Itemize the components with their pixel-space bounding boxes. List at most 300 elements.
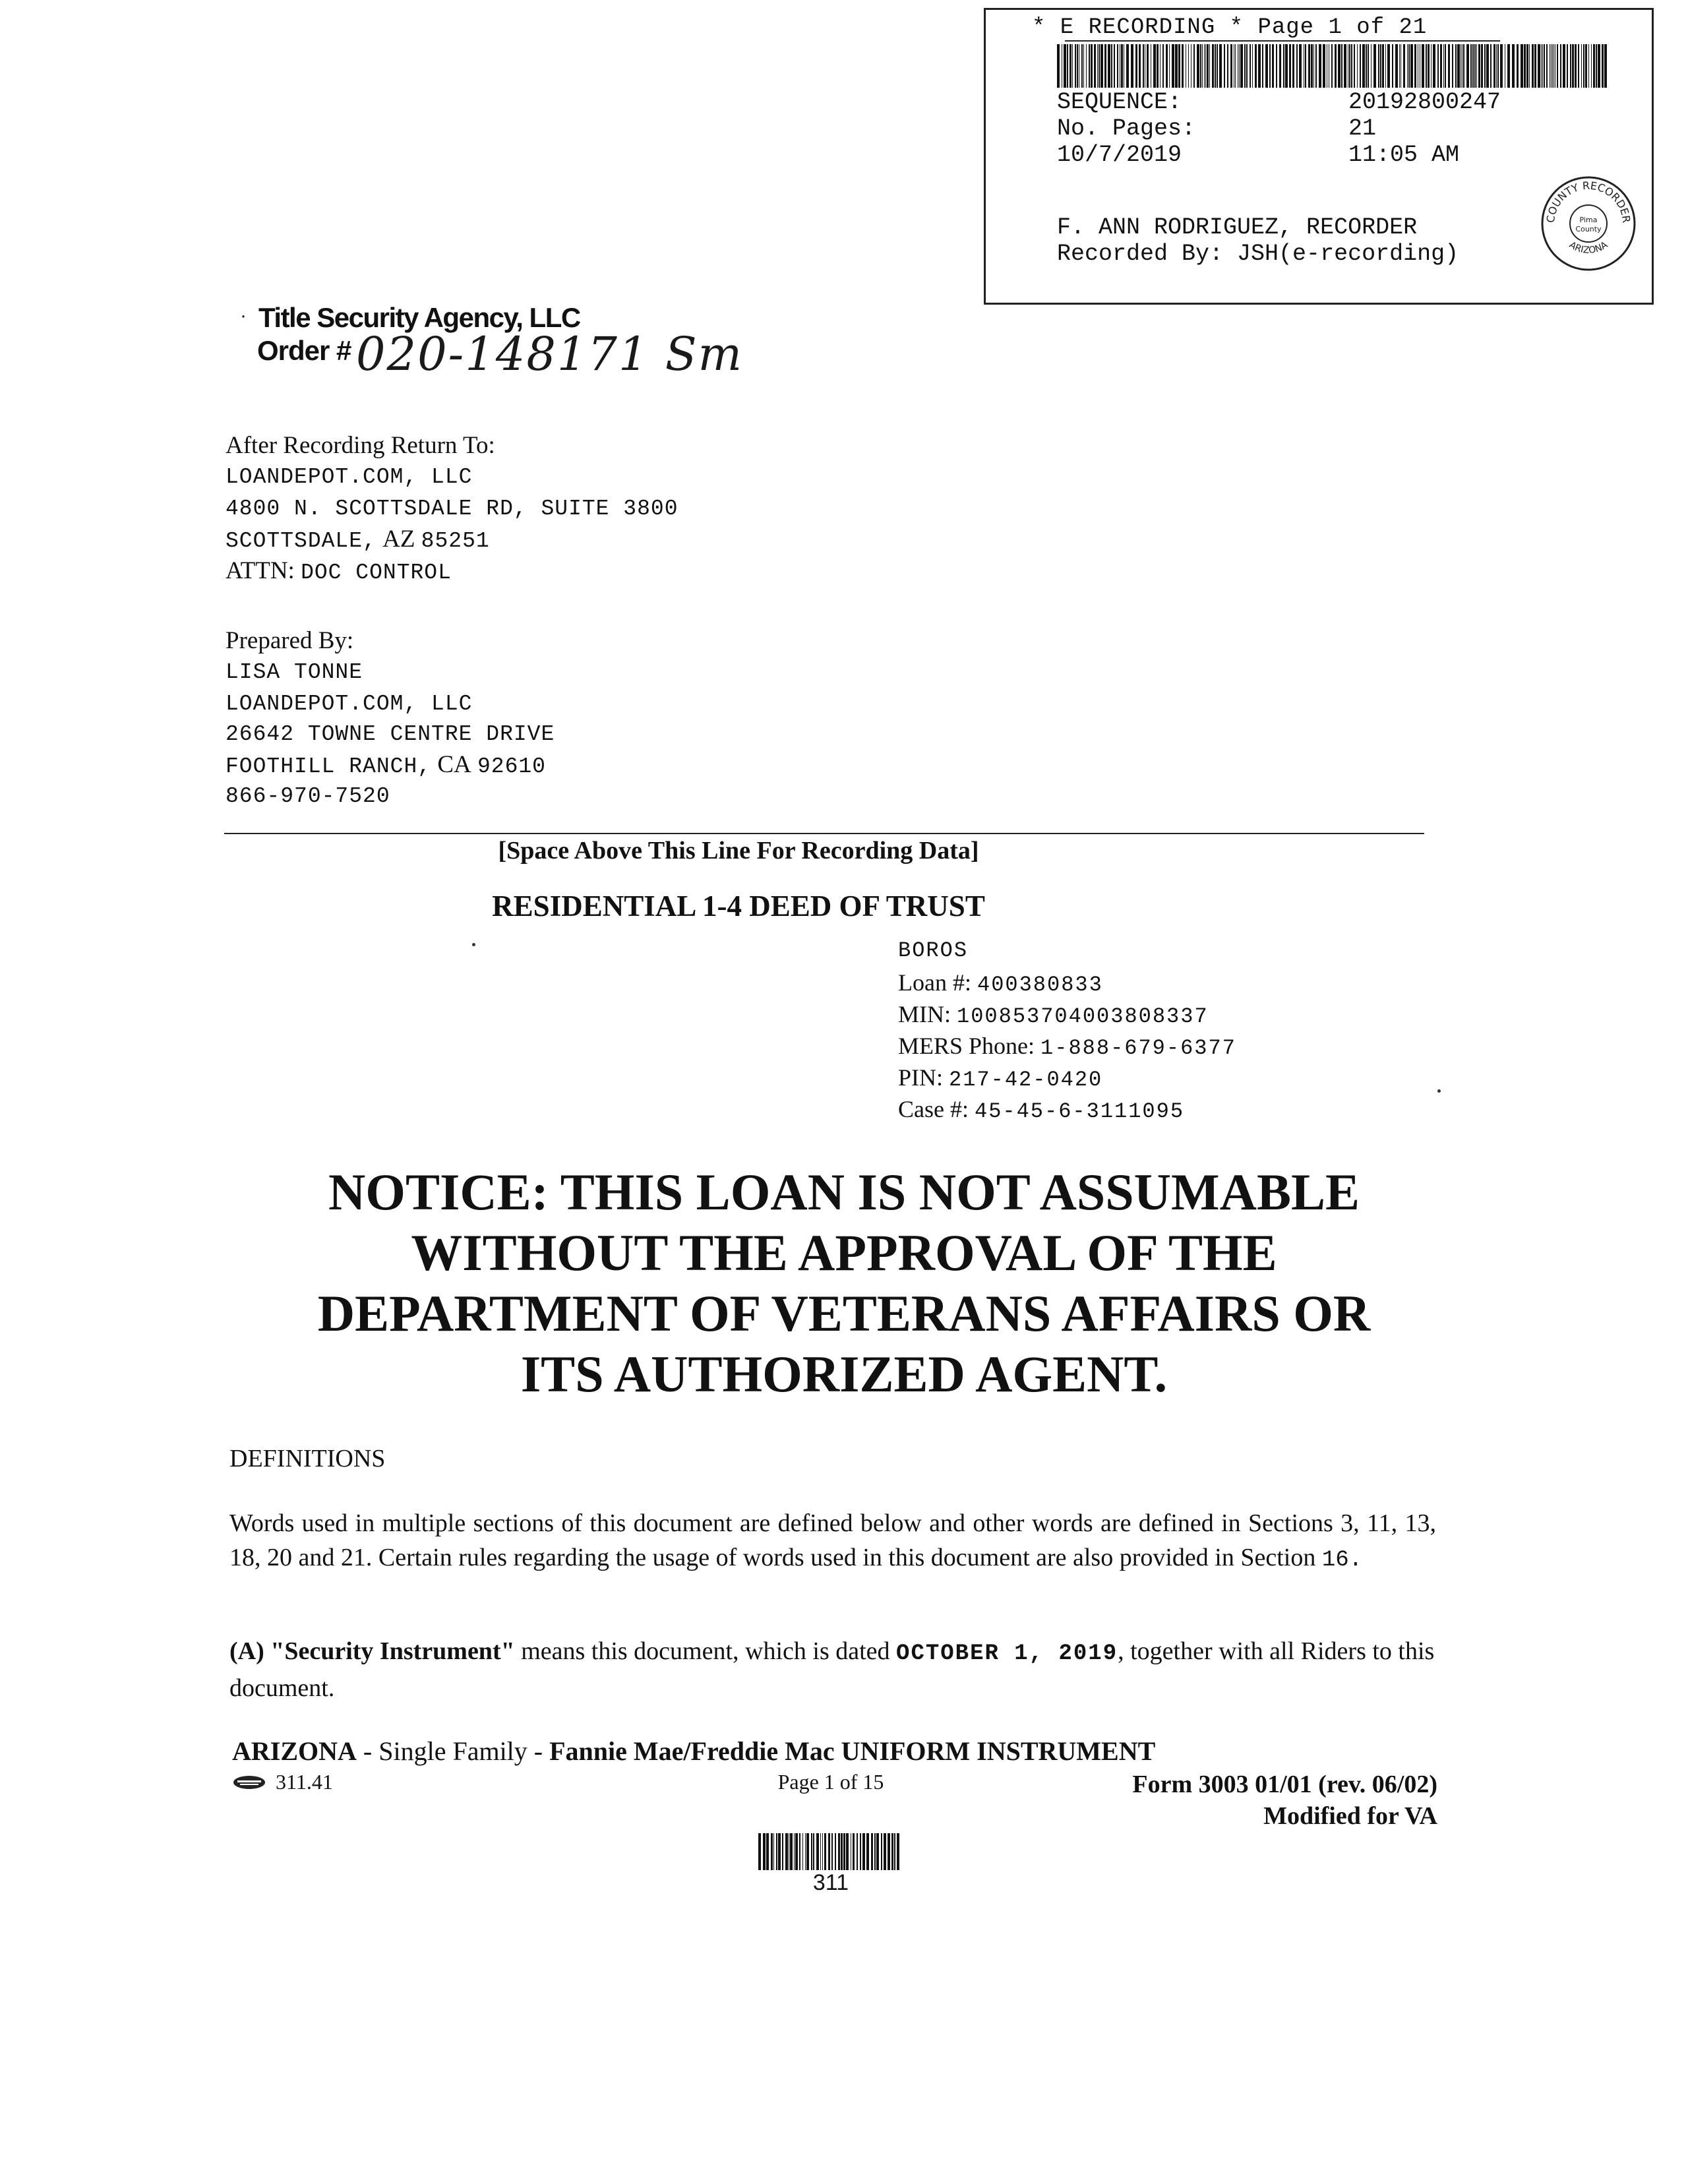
barcode-bar xyxy=(894,1833,895,1870)
barcode-bar xyxy=(1448,44,1450,88)
barcode-bar xyxy=(1560,44,1561,88)
barcode-bar xyxy=(766,1833,769,1870)
barcode-bar xyxy=(799,1833,800,1870)
barcode-bar xyxy=(1455,44,1457,88)
notice-line-2: WITHOUT THE APPROVAL OF THE xyxy=(411,1224,1277,1281)
barcode-bar xyxy=(1255,44,1257,88)
notice-line-1: NOTICE: THIS LOAN IS NOT ASSUMABLE xyxy=(328,1163,1360,1221)
barcode-bar xyxy=(1351,44,1352,88)
footer-barcode xyxy=(758,1833,903,1870)
recording-header: * E RECORDING * Page 1 of 21 xyxy=(1032,15,1428,40)
return-to-state: AZ xyxy=(382,526,415,553)
barcode-bar xyxy=(1276,44,1277,88)
barcode-bar xyxy=(1382,44,1384,88)
barcode-bar xyxy=(1378,44,1379,88)
loan-number-label: Loan #: xyxy=(898,969,971,996)
barcode-bar xyxy=(1524,44,1526,88)
barcode-bar xyxy=(1175,44,1178,88)
case-value: 45-45-6-3111095 xyxy=(974,1099,1185,1124)
definition-a-label: (A) "Security Instrument" xyxy=(229,1637,515,1665)
barcode-bar xyxy=(1534,44,1536,88)
attn-line xyxy=(226,555,452,589)
barcode-bar xyxy=(1466,44,1469,88)
order-label: Order # xyxy=(257,335,351,366)
barcode-bar xyxy=(1452,44,1453,88)
barcode-bar xyxy=(1486,44,1489,88)
barcode-bar xyxy=(1089,44,1090,88)
handwritten-order-number: 020-148171 Sm xyxy=(356,327,744,381)
barcode-bar xyxy=(1244,44,1246,88)
barcode-bar xyxy=(1551,44,1552,88)
barcode-bar xyxy=(866,1833,869,1870)
mers-phone-value: 1-888-679-6377 xyxy=(1040,1036,1236,1060)
return-to-street: 4800 N. SCOTTSDALE RD, SUITE 3800 xyxy=(226,497,678,521)
barcode-bar xyxy=(1205,44,1206,88)
barcode-bar xyxy=(1341,44,1342,88)
barcode-bar xyxy=(1563,44,1565,88)
borrower-name: BOROS xyxy=(898,938,969,963)
return-to-name: LOANDEPOT.COM, LLC xyxy=(226,465,473,489)
barcode-bar xyxy=(1546,44,1548,88)
definitions-intro xyxy=(229,1506,1436,1577)
barcode-bar xyxy=(1496,44,1497,88)
barcode-bar xyxy=(1585,44,1587,88)
barcode-bar xyxy=(1094,44,1096,88)
barcode-bar xyxy=(1408,44,1410,88)
attn-value: DOC CONTROL xyxy=(301,561,452,585)
barcode-bar xyxy=(1331,44,1333,88)
barcode-bar xyxy=(1111,44,1112,88)
footer-form-title xyxy=(232,1736,1155,1767)
loan-number-value: 400380833 xyxy=(977,973,1103,997)
recording-header-underline xyxy=(1065,40,1500,42)
definition-a-text: means this document, which is dated xyxy=(514,1637,897,1665)
seal-top-text: COUNTY RECORDER xyxy=(1544,179,1633,224)
barcode-bar xyxy=(1578,44,1579,88)
recording-stamp-box xyxy=(984,8,1654,305)
barcode-bar xyxy=(1117,44,1118,88)
min-label: MIN: xyxy=(898,1001,951,1027)
pin-label: PIN: xyxy=(898,1064,944,1091)
barcode-bar xyxy=(1497,44,1499,88)
barcode-bar xyxy=(1269,44,1271,88)
scan-speck xyxy=(1437,1089,1441,1093)
barcode-bar xyxy=(1575,44,1577,88)
prepared-by-city-line xyxy=(226,749,546,783)
barcode-bar xyxy=(1507,44,1510,88)
barcode-bar xyxy=(1188,44,1189,88)
attn-label: ATTN: xyxy=(226,557,295,584)
definitions-heading: DEFINITIONS xyxy=(229,1445,386,1472)
notice-line-3: DEPARTMENT OF VETERANS AFFAIRS OR xyxy=(317,1285,1371,1342)
barcode-bar xyxy=(795,1833,798,1870)
barcode-bar xyxy=(758,1833,761,1870)
barcode-bar xyxy=(1083,44,1084,88)
barcode-bar xyxy=(1532,44,1534,88)
barcode-bar xyxy=(1305,44,1306,88)
barcode-bar xyxy=(1484,44,1486,88)
barcode-bar xyxy=(1437,44,1439,88)
barcode-bar xyxy=(1091,44,1093,88)
barcode-bar xyxy=(1131,44,1133,88)
loan-number-line xyxy=(898,967,1103,1001)
barcode-bar xyxy=(835,1833,836,1870)
barcode-bar xyxy=(1490,44,1492,88)
barcode-bar xyxy=(1139,44,1141,88)
footer-page-number: Page 1 of 15 xyxy=(777,1770,884,1794)
barcode-bar xyxy=(811,1833,812,1870)
case-line xyxy=(898,1093,1184,1128)
space-above-line: [Space Above This Line For Recording Data] xyxy=(498,837,979,864)
barcode-bar xyxy=(802,1833,803,1870)
return-to-city: SCOTTSDALE, xyxy=(226,529,377,553)
min-value: 100853704003808337 xyxy=(957,1004,1209,1029)
barcode-bar xyxy=(862,1833,865,1870)
barcode-bar xyxy=(1227,44,1228,88)
barcode-bar xyxy=(1583,44,1584,88)
barcode-bar xyxy=(1200,44,1201,88)
barcode-bar xyxy=(1414,44,1416,88)
barcode-bar xyxy=(1258,44,1261,88)
barcode-bar xyxy=(1224,44,1225,88)
barcode-bar xyxy=(1064,44,1066,88)
barcode-bar xyxy=(1596,44,1597,88)
footer-barcode-number: 311 xyxy=(812,1870,849,1895)
barcode-bar xyxy=(1387,44,1390,88)
stamp-bullet: · xyxy=(240,305,247,326)
prepared-by-zip: 92610 xyxy=(477,754,546,779)
barcode-bar xyxy=(1385,44,1386,88)
barcode-bar xyxy=(773,1833,774,1870)
barcode-bar xyxy=(1529,44,1530,88)
barcode-bar xyxy=(1392,44,1393,88)
barcode-bar xyxy=(1135,44,1137,88)
svg-text:Pima: Pima xyxy=(1579,216,1598,224)
barcode-bar xyxy=(1178,44,1180,88)
barcode-bar xyxy=(1598,44,1600,88)
prepared-by-company: LOANDEPOT.COM, LLC xyxy=(226,692,473,716)
barcode-bar xyxy=(794,1833,795,1870)
barcode-bar xyxy=(1230,44,1232,88)
return-to-label: After Recording Return To: xyxy=(226,432,495,459)
barcode-bar xyxy=(1086,44,1087,88)
barcode-bar xyxy=(1067,44,1068,88)
barcode-bar xyxy=(1239,44,1240,88)
barcode-bar xyxy=(820,1833,821,1870)
barcode-bar xyxy=(1308,44,1310,88)
scan-speck xyxy=(472,943,475,946)
barcode-bar xyxy=(785,1833,788,1870)
barcode-bar xyxy=(1500,44,1503,88)
barcode-bar xyxy=(1542,44,1543,88)
barcode-bar xyxy=(838,1833,840,1870)
definitions-intro-section: 16. xyxy=(1321,1548,1363,1573)
barcode-bar xyxy=(816,1833,819,1870)
definition-a-date: OCTOBER 1, 2019 xyxy=(896,1641,1118,1666)
barcode-bar xyxy=(1476,44,1477,88)
barcode-bar xyxy=(1445,44,1446,88)
barcode-bar xyxy=(782,1833,783,1870)
definitions-intro-text: Words used in multiple sections of this document are defined below and other words are defined in Sections 3, 11, 13, 18, 20 and 21. Certain rules regarding the usage of words used in this document are also provided in Section xyxy=(229,1509,1436,1571)
barcode-bar xyxy=(1162,44,1164,88)
barcode-bar xyxy=(1126,44,1129,88)
prepared-by-phone: 866-970-7520 xyxy=(226,784,390,808)
barcode-bar xyxy=(1570,44,1571,88)
barcode-bar xyxy=(1169,44,1170,88)
case-label: Case #: xyxy=(898,1096,969,1122)
barcode-bar xyxy=(1319,44,1321,88)
barcode-bar xyxy=(1240,44,1243,88)
prepared-by-city: FOOTHILL RANCH, xyxy=(226,754,432,779)
barcode-bar xyxy=(805,1833,806,1870)
barcode-bar xyxy=(1521,44,1523,88)
barcode-bar xyxy=(1538,44,1540,88)
barcode-bar xyxy=(790,1833,793,1870)
barcode-bar xyxy=(1217,44,1218,88)
barcode-bar xyxy=(1296,44,1298,88)
definition-a xyxy=(229,1634,1436,1705)
barcode-bar xyxy=(1235,44,1236,88)
barcode-bar xyxy=(828,1833,830,1870)
barcode-bar xyxy=(1368,44,1369,88)
barcode-bar xyxy=(1292,44,1294,88)
barcode-bar xyxy=(1104,44,1106,88)
barcode-bar xyxy=(1204,44,1205,88)
barcode-bar xyxy=(1209,44,1210,88)
barcode-bar xyxy=(888,1833,890,1870)
barcode-bar xyxy=(778,1833,781,1870)
barcode-bar xyxy=(1426,44,1427,88)
barcode-bar xyxy=(1380,44,1381,88)
barcode-bar xyxy=(1591,44,1592,88)
barcode-bar xyxy=(1289,44,1291,88)
barcode-bar xyxy=(1285,44,1288,88)
return-to-zip: 85251 xyxy=(421,529,490,553)
barcode-bar xyxy=(843,1833,845,1870)
barcode-bar xyxy=(1299,44,1302,88)
barcode-bar xyxy=(1197,44,1199,88)
barcode-bar xyxy=(1602,44,1604,88)
barcode-bar xyxy=(1157,44,1159,88)
barcode-bar xyxy=(1099,44,1100,88)
county-recorder-seal-icon xyxy=(1540,175,1637,272)
barcode-bar xyxy=(1344,44,1346,88)
barcode-bar xyxy=(1219,44,1222,88)
barcode-bar xyxy=(1279,44,1281,88)
barcode-bar xyxy=(1121,44,1123,88)
title-company-stamp: Title Security Agency, LLC xyxy=(258,302,580,333)
barcode-bar xyxy=(763,1833,766,1870)
barcode-bar xyxy=(1581,44,1582,88)
barcode-bar xyxy=(1567,44,1568,88)
sequence-label: SEQUENCE: xyxy=(1057,89,1182,115)
barcode-bar xyxy=(884,1833,886,1870)
barcode-bar xyxy=(1474,44,1476,88)
barcode-bar xyxy=(881,1833,882,1870)
footer-form-number xyxy=(1132,1769,1437,1832)
barcode-bar xyxy=(1360,44,1361,88)
definition-a-tail: , together with all Riders to this document. xyxy=(229,1637,1435,1702)
barcode-bar xyxy=(874,1833,876,1870)
barcode-bar xyxy=(1557,44,1558,88)
barcode-bar xyxy=(1182,44,1184,88)
barcode-bar xyxy=(771,1833,773,1870)
barcode-bar xyxy=(1428,44,1430,88)
barcode-bar xyxy=(1153,44,1156,88)
prepared-by-person: LISA TONNE xyxy=(226,660,363,684)
barcode-bar xyxy=(1335,44,1337,88)
barcode-bar xyxy=(806,1833,809,1870)
barcode-bar xyxy=(1457,44,1460,88)
footer-form-code: 311.41 xyxy=(276,1770,333,1794)
barcode-bar xyxy=(1470,44,1472,88)
min-line xyxy=(898,998,1209,1033)
barcode-bar xyxy=(1193,44,1195,88)
barcode-bar xyxy=(1399,44,1400,88)
barcode-bar xyxy=(1526,44,1528,88)
barcode-bar xyxy=(891,1833,893,1870)
barcode-bar xyxy=(1395,44,1398,88)
barcode-bar xyxy=(871,1833,873,1870)
barcode-bar xyxy=(1166,44,1168,88)
barcode-bar xyxy=(1212,44,1214,88)
barcode-bar xyxy=(857,1833,858,1870)
barcode-bar xyxy=(1057,44,1060,88)
barcode-bar xyxy=(822,1833,823,1870)
barcode-bar xyxy=(1440,44,1442,88)
mers-phone-line xyxy=(898,1030,1236,1064)
barcode-bar xyxy=(813,1833,814,1870)
barcode-bar xyxy=(1553,44,1554,88)
barcode-bar xyxy=(841,1833,843,1870)
seal-bottom-text: ARIZONA xyxy=(1567,239,1610,257)
return-to-city-line xyxy=(226,524,490,557)
sequence-value: 20192800247 xyxy=(1348,89,1501,115)
barcode-bar xyxy=(1373,44,1376,88)
barcode-bar xyxy=(1114,44,1115,88)
pin-line xyxy=(898,1062,1102,1096)
recording-date: 10/7/2019 xyxy=(1057,142,1182,168)
barcode-bar xyxy=(1604,44,1607,88)
barcode-bar xyxy=(1097,44,1098,88)
recorded-by: Recorded By: JSH(e-recording) xyxy=(1057,241,1459,267)
barcode-bar xyxy=(1283,44,1284,88)
barcode-bar xyxy=(776,1833,777,1870)
footer-form-id: Form 3003 01/01 (rev. 06/02) xyxy=(1132,1771,1437,1798)
barcode-bar xyxy=(1512,44,1515,88)
svg-text:County: County xyxy=(1575,225,1602,233)
barcode-bar xyxy=(1362,44,1365,88)
pages-value: 21 xyxy=(1348,115,1377,142)
recording-barcode xyxy=(1057,44,1611,88)
document-title: RESIDENTIAL 1-4 DEED OF TRUST xyxy=(492,890,985,923)
barcode-bar xyxy=(1265,44,1268,88)
barcode-bar xyxy=(1311,44,1313,88)
barcode-bar xyxy=(1246,44,1248,88)
barcode-bar xyxy=(1070,44,1071,88)
barcode-bar xyxy=(1371,44,1372,88)
recording-time: 11:05 AM xyxy=(1348,142,1460,168)
barcode-bar xyxy=(1410,44,1413,88)
barcode-bar xyxy=(1262,44,1263,88)
barcode-bar xyxy=(1463,44,1464,88)
pages-label: No. Pages: xyxy=(1057,115,1196,142)
barcode-bar xyxy=(876,1833,879,1870)
barcode-bar xyxy=(1517,44,1519,88)
barcode-bar xyxy=(1075,44,1076,88)
barcode-bar xyxy=(1215,44,1216,88)
barcode-bar xyxy=(1323,44,1325,88)
barcode-bar xyxy=(1433,44,1435,88)
barcode-bar xyxy=(1349,44,1350,88)
notice-line-4: ITS AUTHORIZED AGENT. xyxy=(520,1345,1168,1403)
barcode-bar xyxy=(1072,44,1073,88)
barcode-bar xyxy=(1315,44,1317,88)
barcode-bar xyxy=(853,1833,855,1870)
barcode-bar xyxy=(1431,44,1432,88)
barcode-bar xyxy=(1552,44,1553,88)
barcode-bar xyxy=(1593,44,1595,88)
barcode-bar xyxy=(1338,44,1341,88)
barcode-bar xyxy=(1493,44,1495,88)
barcode-bar xyxy=(824,1833,826,1870)
pin-value: 217-42-0420 xyxy=(949,1068,1103,1092)
mers-phone-label: MERS Phone: xyxy=(898,1033,1035,1059)
barcode-bar xyxy=(1357,44,1358,88)
footer-uniform: Fannie Mae/Freddie Mac UNIFORM INSTRUMENT xyxy=(549,1736,1156,1766)
recording-data-rule xyxy=(224,833,1424,834)
barcode-bar xyxy=(1252,44,1253,88)
barcode-bar xyxy=(1407,44,1408,88)
barcode-bar xyxy=(1588,44,1589,88)
prepared-by-state: CA xyxy=(437,751,471,778)
barcode-bar xyxy=(1422,44,1424,88)
barcode-bar xyxy=(1207,44,1209,88)
barcode-bar xyxy=(1172,44,1174,88)
footer-sep: - Single Family - xyxy=(356,1736,550,1766)
barcode-bar xyxy=(1544,44,1545,88)
barcode-bar xyxy=(1147,44,1149,88)
barcode-bar xyxy=(1313,44,1314,88)
barcode-bar xyxy=(1108,44,1110,88)
prepared-by-street: 26642 TOWNE CENTRE DRIVE xyxy=(226,722,555,746)
barcode-bar xyxy=(1403,44,1405,88)
barcode-bar xyxy=(1443,44,1444,88)
barcode-bar xyxy=(1077,44,1078,88)
barcode-bar xyxy=(897,1833,899,1870)
barcode-bar xyxy=(1143,44,1144,88)
barcode-bar xyxy=(1202,44,1203,88)
barcode-bar xyxy=(1250,44,1251,88)
barcode-bar xyxy=(831,1833,833,1870)
barcode-bar xyxy=(1472,44,1474,88)
footer-modified: Modified for VA xyxy=(1263,1802,1437,1830)
barcode-bar xyxy=(1481,44,1483,88)
barcode-bar xyxy=(1354,44,1355,88)
footer-state: ARIZONA xyxy=(232,1736,357,1766)
barcode-bar xyxy=(1478,44,1480,88)
barcode-bar xyxy=(1100,44,1103,88)
va-notice xyxy=(198,1162,1490,1405)
prepared-by-label: Prepared By: xyxy=(226,627,354,654)
barcode-bar xyxy=(1541,44,1542,88)
barcode-bar xyxy=(1572,44,1574,88)
barcode-bar xyxy=(1081,44,1083,88)
barcode-bar xyxy=(846,1833,849,1870)
barcode-bar xyxy=(1272,44,1274,88)
barcode-bar xyxy=(1366,44,1367,88)
barcode-bar xyxy=(860,1833,861,1870)
